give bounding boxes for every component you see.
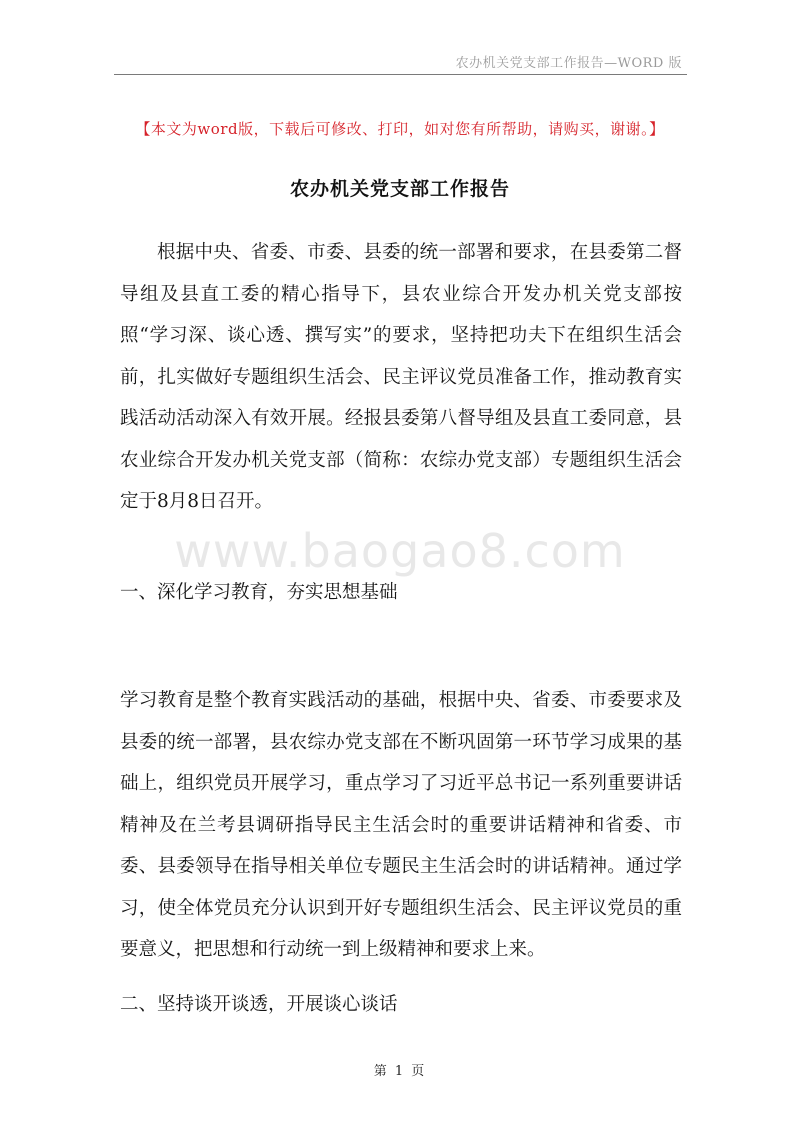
purchase-notice: 【本文为word版，下载后可修改、打印，如对您有所帮助，请购买，谢谢。】: [135, 120, 665, 138]
intro-paragraph: 根据中央、省委、市委、县委的统一部署和要求，在县委第二督导组及县直工委的精心指导下，县农业综合开发办机关党支部按照“学习深、谈心透、撰写实”的要求，坚持把功夫下在组织生活会前，扎实做好专题组织生活会、民主评议党员准备工作，推动教育实践活动活动深入有效开展。经报县委第八督导组及县直工委同意，县农业综合开发办机关党支部（简称：农综办党支部）专题组织生活会定于8月8日召开。: [120, 242, 682, 512]
header-divider: [114, 74, 687, 75]
section-1-paragraph: 学习教育是整个教育实践活动的基础，根据中央、省委、市委要求及县委的统一部署，县农综办党支部在不断巩固第一环节学习成果的基础上，组织党员开展学习，重点学习了习近平总书记一系列重要讲话精神及在兰考县调研指导民主生活会时的重要讲话精神和省委、市委、县委领导在指导相关单位专题民主生活会时的讲话精神。通过学习，使全体党员充分认识到开好专题组织生活会、民主评议党员的重要意义，把思想和行动统一到上级精神和要求上来。: [120, 690, 682, 960]
section-heading-2: 二、坚持谈开谈透，开展谈心谈话: [120, 994, 398, 1015]
running-header: 农办机关党支部工作报告—WORD 版: [455, 56, 682, 71]
page-number: 第 1 页: [373, 1064, 427, 1079]
section-heading-1: 一、深化学习教育，夯实思想基础: [120, 582, 398, 603]
watermark: www.baogao8.com: [174, 524, 626, 578]
document-title: 农办机关党支部工作报告: [289, 178, 510, 200]
